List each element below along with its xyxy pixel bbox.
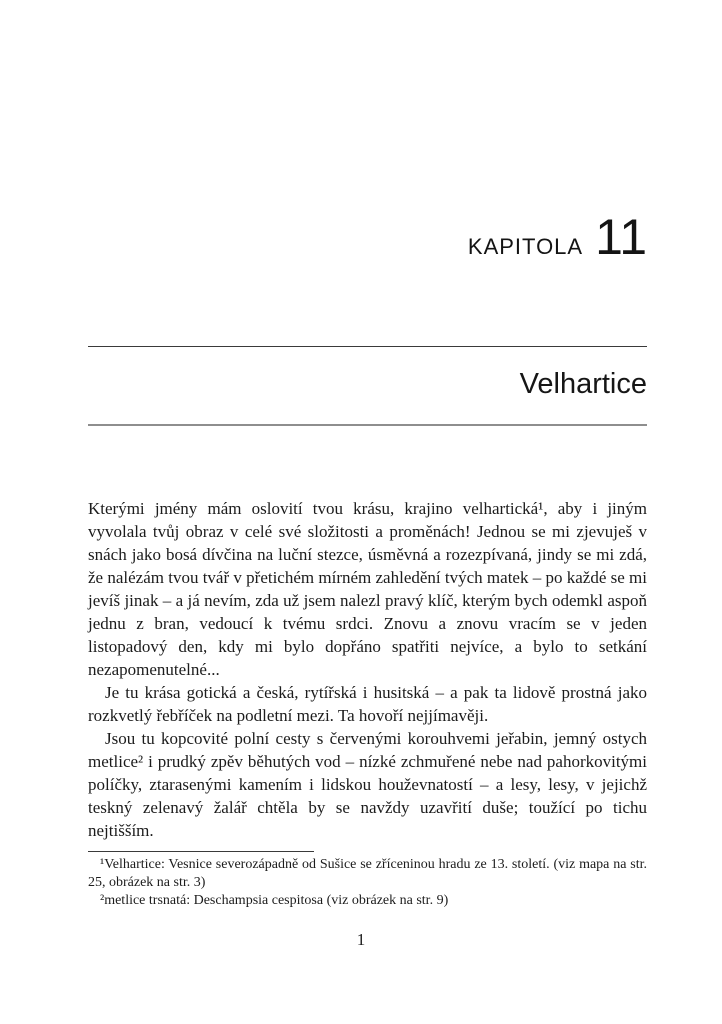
title-rule-top [88,346,647,347]
footnote-item: ¹Velhartice: Vesnice severozápadně od Sušice se zříceninou hradu ze 13. století. (viz mapa na str. 25, obrázek na str. 3) [88,857,647,890]
paragraph: Jsou tu kopcovité polní cesty s červenými korouhvemi jeřabin, jemný ostych metlice² i prudký zpěv běhutých vod – nízké zchmuřené nebe nad pahorkovitými políčky, ztarasenými kamením i lidskou houževnatostí – a lesy, lesy, v jejichž teskný zelenavý žalář chtěla by se navždy uzavřití duše; toužící po tichu nejtišším. [88,729,647,840]
chapter-title: Velhartice [519,368,647,400]
chapter-label: KAPITOLA [467,234,584,259]
footnotes [88,856,647,910]
chapter-heading [88,209,647,265]
page-number: 1 [356,930,366,949]
body-text [88,497,647,842]
title-rule-bottom [88,424,647,426]
chapter-number: 11 [595,209,647,265]
footnote-item: ²metlice trsnatá: Deschampsia cespitosa (viz obrázek na str. 9) [100,893,449,908]
footnote-rule [88,851,314,852]
paragraph: Je tu krása gotická a česká, rytířská i husitská – a pak ta lidově prostná jako rozkvetlý řebříček na podletní mezi. Ta hovoří nejjímavěji. [88,683,647,725]
paragraph: Kterými jmény mám oslovití tvou krásu, krajino velhartická¹, aby i jiným vyvolala tvůj obraz v celé své složitosti a proměnách! Jednou se mi zjevuješ v snách jako bosá dívčina na luční stezce, úsměvná a rozezpívaná, jindy se mi zdá, že nalézám tvou tvář v přetichém mírném zahledění tvých matek – po každé se mi jevíš jinak – a já nevím, zda už jsem nalezl pravý klíč, kterým bych odemkl aspoň jednu z bran, vedoucí k tvému srdci. Znovu a znovu vracím se v jeden listopadový den, kdy mi bylo dopřáno spatřiti nejvíce, a bylo to setkání nezapomenutelné... [88,499,647,679]
